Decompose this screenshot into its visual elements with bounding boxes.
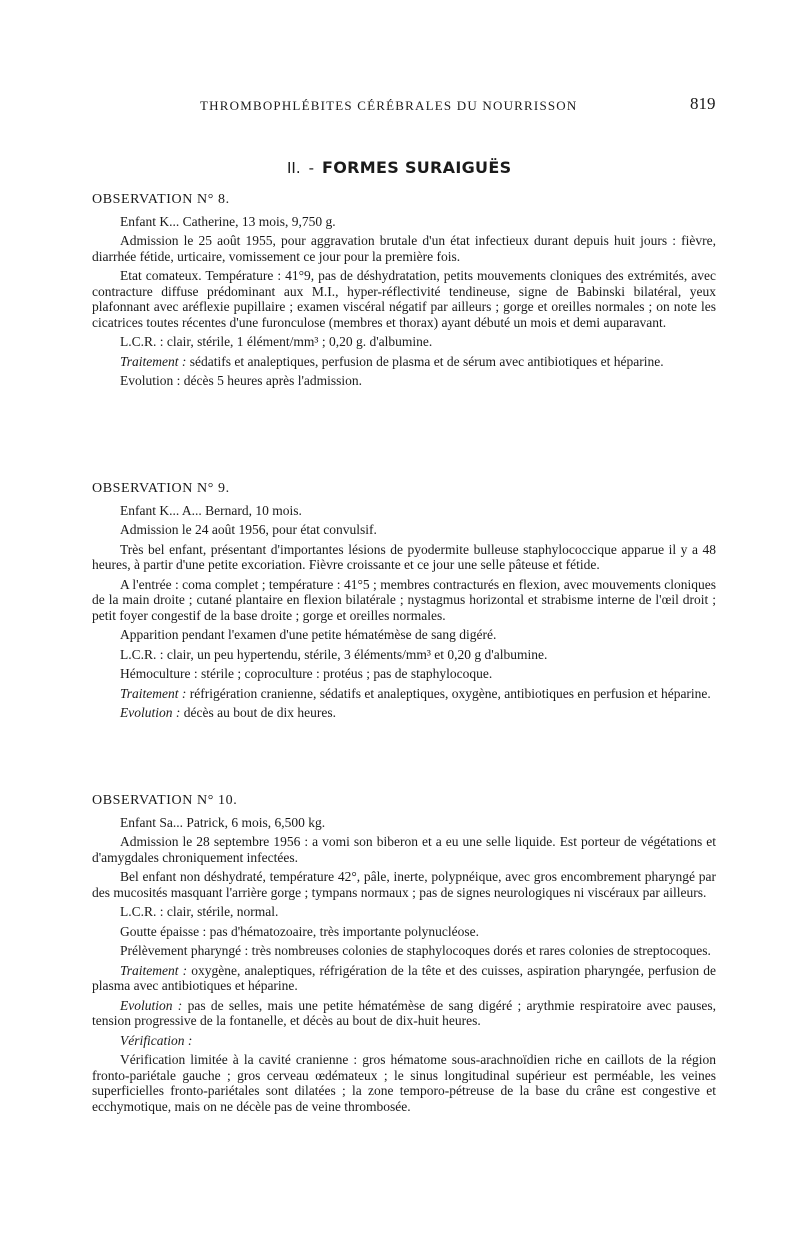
paragraph: Vérification limitée à la cavité cranienne : gros hématome sous-arachnoïdien riche en caillots de la région fronto-pariétale gauche ; gros cerveau œdémateux ; le sinus longitudinal supérieur est perméable, les veines superficielles fronto-pariétales sont dilatées ; la zone temporo-pétreuse de la base du crâne est congestive et ecchymotique, mais on ne décèle pas de veine thrombosée. (92, 1052, 716, 1114)
paragraph (92, 705, 716, 721)
section-dash: - (308, 159, 315, 177)
paragraph: Admission le 24 août 1956, pour état convulsif. (120, 522, 377, 537)
paragraph: Enfant K... Catherine, 13 mois, 9,750 g. (120, 213, 336, 229)
paragraph: Enfant K... A... Bernard, 10 mois. (120, 502, 302, 518)
paragraph (92, 998, 716, 1029)
section-title-text: FORMES SURAIGUËS (322, 158, 512, 177)
paragraph: Enfant Sa... Patrick, 6 mois, 6,500 kg. (120, 814, 326, 830)
section-title (287, 158, 511, 177)
paragraph: L.C.R. : clair, stérile, 1 élément/mm³ ; 0,20 g. d'albumine. (120, 334, 433, 349)
running-header: THROMBOPHLÉBITES CÉRÉBRALES DU NOURRISSON (200, 98, 578, 113)
paragraph: Etat comateux. Température : 41°9, pas de déshydratation, petits mouvements cloniques des extrémités, avec contracture diffuse prédominant aux M.I., hyper-réflectivité tendineuse, signe de Babinski bilatéral, yeux plafonnant avec aréflexie pupillaire ; examen viscéral négatif par ailleurs ; gorge et oreilles normales ; on note les cicatrices toutes récentes d'une furonculose (membres et thorax) ayant débuté un mois et demi auparavant. (92, 268, 716, 330)
observation-heading: OBSERVATION N° 9. (92, 481, 230, 496)
paragraph: Hémoculture : stérile ; coproculture : protéus ; pas de staphylocoque. (120, 666, 493, 681)
paragraph (92, 686, 716, 702)
italic-label: Traitement : (120, 962, 188, 978)
paragraph (92, 1033, 716, 1049)
italic-label: Vérification : (120, 1032, 193, 1048)
paragraph-text: réfrigération cranienne, sédatifs et analeptiques, oxygène, antibiotiques en perfusion et héparine. (186, 685, 711, 701)
observation-heading: OBSERVATION N° 8. (92, 192, 230, 207)
paragraph-text: sédatifs et analeptiques, perfusion de plasma et de sérum avec antibiotiques et héparine. (186, 353, 664, 369)
paragraph: Très bel enfant, présentant d'importantes lésions de pyodermite bulleuse staphylococcique apparue il y a 48 heures, à partir d'une petite excoriation. Fièvre croissante et ce jour une selle pâteuse et fétide. (92, 541, 716, 572)
italic-label: Evolution : (120, 705, 181, 720)
italic-label: Traitement : (120, 353, 187, 369)
paragraph: Prélèvement pharyngé : très nombreuses colonies de staphylocoques dorés et rares colonies de streptocoques. (120, 943, 711, 958)
paragraph: A l'entrée : coma complet ; température : 41°5 ; membres contracturés en flexion, avec mouvements cloniques de la main droite ; cutané plantaire en flexion bilatérale ; nystagmus horizontal et strabisme interne de l'œil droit ; petit foyer congestif de la base droite ; gorge et oreilles normales. (92, 576, 716, 623)
paragraph: Admission le 25 août 1955, pour aggravation brutale d'un état infectieux durant depuis huit jours : fièvre, diarrhée fétide, urticaire, vomissement ce jour pour la première fois. (92, 233, 716, 264)
paragraph (92, 354, 716, 370)
paragraph-text: oxygène, analeptiques, réfrigération de la tête et des cuisses, aspiration pharyngée, perfusion de plasma avec antibiotiques et héparine. (92, 962, 717, 993)
paragraph: Goutte épaisse : pas d'hématozoaire, très importante polynucléose. (120, 923, 479, 939)
paragraph: Admission le 28 septembre 1956 : a vomi son biberon et a eu une selle liquide. Est porteur de végétations et d'amygdales chroniquement infectées. (92, 834, 716, 865)
paragraph: Evolution : décès 5 heures après l'admission. (120, 373, 363, 388)
page-number: 819 (690, 94, 716, 113)
paragraph: Apparition pendant l'examen d'une petite hématémèse de sang digéré. (120, 627, 497, 642)
observation-10 (92, 793, 716, 1118)
italic-label: Traitement : (120, 685, 187, 701)
paragraph (92, 963, 716, 994)
section-number: II. (287, 159, 301, 177)
paragraph: Bel enfant non déshydraté, température 42°, pâle, inerte, polypnéique, avec gros encombrement pharyngé par des mucosités masquant l'arrière gorge ; tympans normaux ; pas de signes neurologiques ni viscéraux par ailleurs. (92, 869, 716, 900)
observation-9 (92, 481, 716, 725)
italic-label: Evolution : (120, 997, 183, 1013)
paragraph: L.C.R. : clair, stérile, normal. (120, 904, 279, 919)
paragraph: L.C.R. : clair, un peu hypertendu, stérile, 3 éléments/mm³ et 0,20 g d'albumine. (120, 646, 548, 662)
observation-8 (92, 192, 716, 393)
paragraph-text: pas de selles, mais une petite hématémèse de sang digéré ; arythmie respiratoire avec pauses, tension progressive de la fontanelle, et décès au bout de dix-huit heures. (92, 997, 716, 1028)
paragraph-text: décès au bout de dix heures. (180, 705, 336, 720)
observation-heading: OBSERVATION N° 10. (92, 793, 238, 808)
